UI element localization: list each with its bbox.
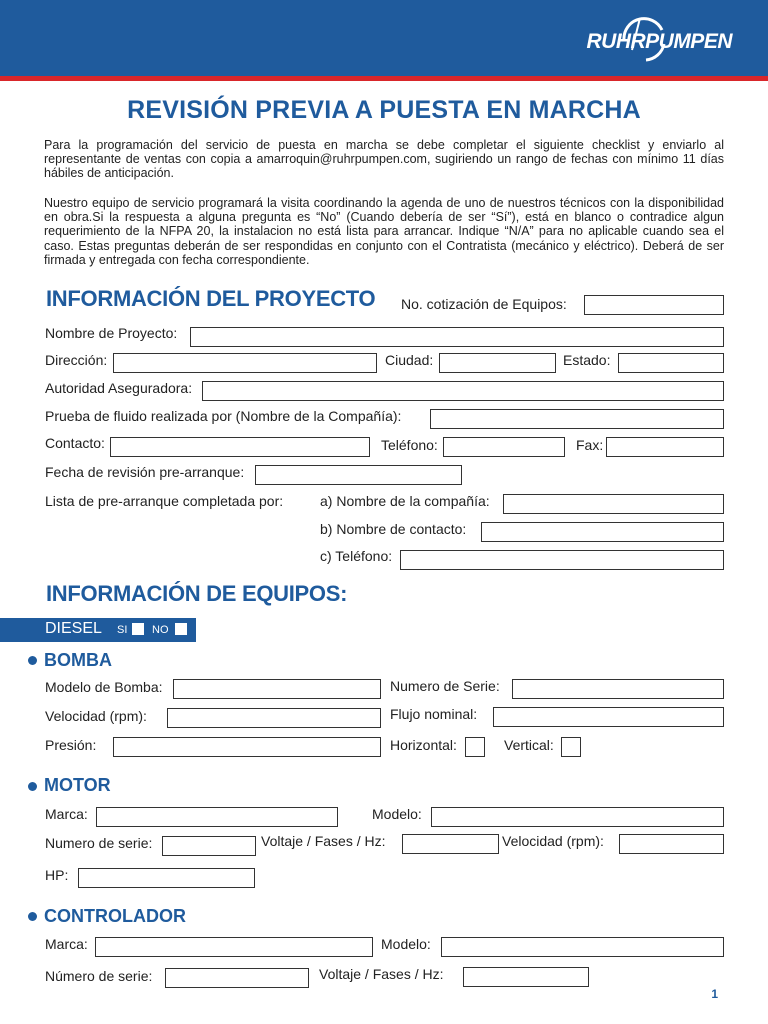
motor-brand-field[interactable] [96, 807, 338, 827]
insurer-label: Autoridad Aseguradora: [45, 380, 193, 396]
contact-name-field[interactable] [481, 522, 724, 542]
city-label: Ciudad: [385, 352, 434, 368]
pump-serial-label: Numero de Serie: [390, 678, 500, 694]
intro-paragraph-2: Nuestro equipo de servicio programará la visita coordinando la agenda de uno de nuestros técnicos con la disponibilidad en obra.Si la respuesta a alguna pregunta es “No” (Cuando debería de ser “Sí”), está en blanco o contradice algun requerimiento de la NFPA 20, la instalacion no está lista para arrancar. Indique “N/A” para no aplicable cuando sea el caso. Estas preguntas deberán de ser respondidas en conjunto con el Contratista (mecánico y eléctrico). Deberá de ser firmada y entregada con fecha correspondiente. [44, 196, 724, 267]
state-field[interactable] [618, 353, 724, 373]
motor-speed-label: Velocidad (rpm): [502, 833, 604, 849]
city-field[interactable] [439, 353, 556, 373]
contact-field[interactable] [110, 437, 370, 457]
review-date-label: Fecha de revisión pre-arranque: [45, 464, 245, 480]
diesel-yes-checkbox[interactable] [132, 623, 144, 635]
controller-model-label: Modelo: [381, 936, 431, 952]
pump-heading: BOMBA [44, 650, 112, 670]
motor-model-label: Modelo: [372, 806, 422, 822]
pump-horizontal-label: Horizontal: [390, 737, 457, 753]
pump-flow-field[interactable] [493, 707, 724, 727]
motor-hp-field[interactable] [78, 868, 255, 888]
diesel-yes-label: SI [117, 624, 128, 636]
pump-vertical-label: Vertical: [504, 737, 554, 753]
diesel-label: DIESEL [45, 620, 102, 637]
pump-serial-field[interactable] [512, 679, 724, 699]
pump-speed-field[interactable] [167, 708, 381, 728]
controller-brand-label: Marca: [45, 936, 88, 952]
controller-serial-label: Número de serie: [45, 968, 153, 984]
pump-model-field[interactable] [173, 679, 381, 699]
review-date-field[interactable] [255, 465, 462, 485]
header-stripe [0, 76, 768, 81]
pump-speed-label: Velocidad (rpm): [45, 708, 147, 724]
state-label: Estado: [563, 352, 611, 368]
company-name-field[interactable] [503, 494, 724, 514]
diesel-no-label: NO [152, 624, 169, 636]
fax-field[interactable] [606, 437, 724, 457]
flow-test-field[interactable] [430, 409, 724, 429]
bullet-icon [28, 656, 37, 665]
phone-label: Teléfono: [381, 437, 438, 453]
pump-pressure-label: Presión: [45, 737, 97, 753]
diesel-no-checkbox[interactable] [175, 623, 187, 635]
project-name-label: Nombre de Proyecto: [45, 325, 178, 341]
flow-test-label: Prueba de fluido realizada por (Nombre de la Compañía): [45, 408, 402, 424]
pump-vertical-checkbox[interactable] [561, 737, 581, 757]
company-name-label: a) Nombre de la compañía: [320, 493, 490, 509]
controller-brand-field[interactable] [95, 937, 373, 957]
motor-serial-label: Numero de serie: [45, 835, 153, 851]
quote-number-field[interactable] [584, 295, 724, 315]
page-number: 1 [711, 987, 718, 1001]
address-field[interactable] [113, 353, 377, 373]
contact-phone-field[interactable] [400, 550, 724, 570]
pump-flow-label: Flujo nominal: [390, 706, 478, 722]
bullet-icon [28, 782, 37, 791]
motor-brand-label: Marca: [45, 806, 88, 822]
project-name-field[interactable] [190, 327, 724, 347]
phone-field[interactable] [443, 437, 565, 457]
insurer-field[interactable] [202, 381, 724, 401]
contact-label: Contacto: [45, 435, 105, 451]
project-info-heading: INFORMACIÓN DEL PROYECTO [46, 286, 376, 311]
company-logo: RUHRPUMPEN [586, 30, 732, 53]
controller-serial-field[interactable] [165, 968, 309, 988]
quote-number-label: No. cotización de Equipos: [401, 296, 567, 312]
motor-speed-field[interactable] [619, 834, 724, 854]
motor-serial-field[interactable] [162, 836, 256, 856]
intro-paragraph-1: Para la programación del servicio de puesta en marcha se debe completar el siguiente checklist y enviarlo al representante de ventas con copia a amarroquin@ruhrpumpen.com, sugiriendo un rango de fechas con mínimo 11 días hábiles de anticipación. [44, 138, 724, 181]
address-label: Dirección: [45, 352, 108, 368]
checklist-completed-label: Lista de pre-arranque completada por: [45, 493, 284, 509]
fax-label: Fax: [576, 437, 604, 453]
controller-voltage-label: Voltaje / Fases / Hz: [319, 966, 444, 982]
motor-hp-label: HP: [45, 867, 69, 883]
motor-heading: MOTOR [44, 775, 111, 795]
controller-voltage-field[interactable] [463, 967, 589, 987]
pump-pressure-field[interactable] [113, 737, 381, 757]
motor-model-field[interactable] [431, 807, 724, 827]
page-title: REVISIÓN PREVIA A PUESTA EN MARCHA [127, 96, 641, 124]
controller-heading: CONTROLADOR [44, 906, 186, 926]
equipment-info-heading: INFORMACIÓN DE EQUIPOS: [46, 581, 348, 606]
pump-model-label: Modelo de Bomba: [45, 679, 163, 695]
bullet-icon [28, 912, 37, 921]
contact-phone-label: c) Teléfono: [320, 548, 393, 564]
contact-name-label: b) Nombre de contacto: [320, 521, 467, 537]
motor-voltage-field[interactable] [402, 834, 499, 854]
controller-model-field[interactable] [441, 937, 724, 957]
motor-voltage-label: Voltaje / Fases / Hz: [261, 833, 386, 849]
pump-horizontal-checkbox[interactable] [465, 737, 485, 757]
